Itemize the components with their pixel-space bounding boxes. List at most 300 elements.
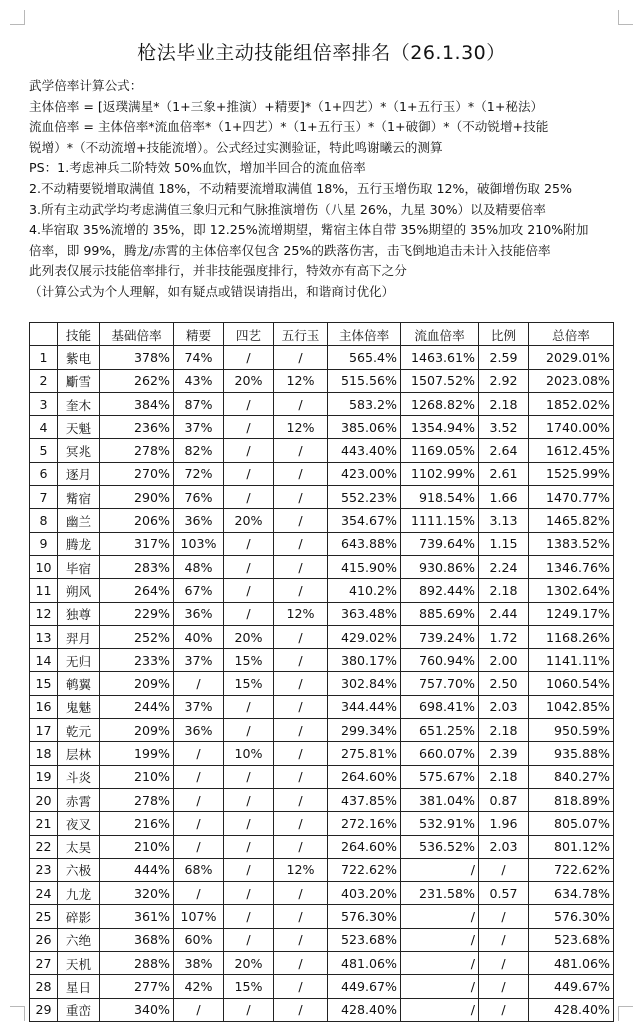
base-multiplier-cell: 384% [100,392,174,415]
ranking-table [29,322,614,1022]
main-multiplier-cell: 363.48% [328,602,401,625]
header-cell-ratio: 比例 [479,323,529,346]
five-element-jade-cell: 12% [274,858,328,881]
base-multiplier-cell: 199% [100,742,174,765]
main-multiplier-cell: 576.30% [328,905,401,928]
five-element-jade-cell: / [274,742,328,765]
five-element-jade-cell: / [274,975,328,998]
total-multiplier-cell: 1383.52% [529,532,614,555]
base-multiplier-cell: 252% [100,625,174,648]
main-multiplier-cell: 415.90% [328,555,401,578]
four-arts-cell: / [224,695,274,718]
total-multiplier-cell: 818.89% [529,788,614,811]
bleed-multiplier-cell: / [401,998,479,1021]
five-element-jade-cell: / [274,835,328,858]
base-multiplier-cell: 277% [100,975,174,998]
essence-cell: 107% [174,905,224,928]
table-row [30,975,614,998]
five-element-jade-cell: / [274,882,328,905]
total-multiplier-cell: 1346.76% [529,555,614,578]
skill-name-cell: 碎影 [58,905,100,928]
essence-cell: / [174,835,224,858]
note-line: 4.毕宿取 35%流增的 35%，即 12.25%流增期望，觜宿主体自带 35%期望的 35%加攻 210%附加 [29,222,589,238]
table-row [30,625,614,648]
base-multiplier-cell: 210% [100,765,174,788]
five-element-jade-cell: / [274,392,328,415]
total-multiplier-cell: 935.88% [529,742,614,765]
total-multiplier-cell: 801.12% [529,835,614,858]
main-multiplier-cell: 443.40% [328,439,401,462]
essence-cell: 68% [174,858,224,881]
skill-name-cell: 朔风 [58,579,100,602]
ratio-cell: 1.15 [479,532,529,555]
ratio-cell: 2.61 [479,462,529,485]
ratio-cell: / [479,998,529,1021]
base-multiplier-cell: 244% [100,695,174,718]
main-multiplier-cell: 354.67% [328,509,401,532]
total-multiplier-cell: 481.06% [529,952,614,975]
skill-name-cell: 鬼魅 [58,695,100,718]
four-arts-cell: / [224,765,274,788]
ratio-cell: / [479,928,529,951]
skill-name-cell: 觜宿 [58,486,100,509]
four-arts-cell: 10% [224,742,274,765]
note-line: 2.不动精要锐增取满值 18%，不动精要流增取满值 18%，五行玉增伤取 12%，破御增伤取 25% [29,180,572,196]
bleed-multiplier-cell: / [401,975,479,998]
ratio-cell: 2.18 [479,579,529,602]
rank-cell: 13 [30,625,58,648]
header-cell-five-element-jade: 五行玉 [274,323,328,346]
five-element-jade-cell: / [274,509,328,532]
essence-cell: 72% [174,462,224,485]
base-multiplier-cell: 368% [100,928,174,951]
skill-name-cell: 天机 [58,952,100,975]
table-row [30,649,614,672]
essence-cell: 42% [174,975,224,998]
main-multiplier-cell: 515.56% [328,369,401,392]
rank-cell: 15 [30,672,58,695]
ratio-cell: / [479,952,529,975]
bleed-multiplier-cell: 892.44% [401,579,479,602]
header-cell-main-multiplier: 主体倍率 [328,323,401,346]
table-row [30,765,614,788]
four-arts-cell: / [224,532,274,555]
table-header-row [30,323,614,346]
bleed-multiplier-cell: 698.41% [401,695,479,718]
five-element-jade-cell: 12% [274,602,328,625]
total-multiplier-cell: 523.68% [529,928,614,951]
ratio-cell: 0.57 [479,882,529,905]
formula-notes [29,76,619,303]
base-multiplier-cell: 288% [100,952,174,975]
four-arts-cell: 15% [224,649,274,672]
total-multiplier-cell: 1060.54% [529,672,614,695]
skill-name-cell: 紫电 [58,346,100,369]
main-multiplier-cell: 583.2% [328,392,401,415]
four-arts-cell: / [224,812,274,835]
essence-cell: 37% [174,416,224,439]
table-row [30,695,614,718]
base-multiplier-cell: 262% [100,369,174,392]
essence-cell: 74% [174,346,224,369]
base-multiplier-cell: 378% [100,346,174,369]
bleed-multiplier-cell: 1102.99% [401,462,479,485]
base-multiplier-cell: 210% [100,835,174,858]
total-multiplier-cell: 1612.45% [529,439,614,462]
skill-name-cell: 幽兰 [58,509,100,532]
rank-cell: 24 [30,882,58,905]
four-arts-cell: 20% [224,369,274,392]
essence-cell: / [174,672,224,695]
five-element-jade-cell: / [274,998,328,1021]
bleed-multiplier-cell: 930.86% [401,555,479,578]
header-cell-essence: 精要 [174,323,224,346]
total-multiplier-cell: 428.40% [529,998,614,1021]
essence-cell: 103% [174,532,224,555]
five-element-jade-cell: / [274,486,328,509]
rank-cell: 11 [30,579,58,602]
main-multiplier-cell: 523.68% [328,928,401,951]
bleed-multiplier-cell: 1268.82% [401,392,479,415]
rank-cell: 5 [30,439,58,462]
total-multiplier-cell: 1249.17% [529,602,614,625]
five-element-jade-cell: / [274,672,328,695]
main-multiplier-cell: 264.60% [328,765,401,788]
table-row [30,812,614,835]
base-multiplier-cell: 278% [100,439,174,462]
total-multiplier-cell: 950.59% [529,719,614,742]
main-multiplier-cell: 410.2% [328,579,401,602]
skill-name-cell: 赤霄 [58,788,100,811]
base-multiplier-cell: 290% [100,486,174,509]
rank-cell: 10 [30,555,58,578]
rank-cell: 18 [30,742,58,765]
table-row [30,719,614,742]
base-multiplier-cell: 320% [100,882,174,905]
essence-cell: 37% [174,695,224,718]
ratio-cell: 3.13 [479,509,529,532]
table-row [30,742,614,765]
header-cell-base-multiplier: 基础倍率 [100,323,174,346]
ratio-cell: 2.18 [479,765,529,788]
note-line: 3.所有主动武学均考虑满值三象归元和气脉推演增伤（八星 26%，九星 30%）以及精要倍率 [29,201,546,217]
base-multiplier-cell: 278% [100,788,174,811]
four-arts-cell: 20% [224,625,274,648]
rank-cell: 8 [30,509,58,532]
total-multiplier-cell: 449.67% [529,975,614,998]
ratio-cell: 2.64 [479,439,529,462]
rank-cell: 4 [30,416,58,439]
five-element-jade-cell: / [274,555,328,578]
table-row [30,532,614,555]
five-element-jade-cell: / [274,532,328,555]
skill-name-cell: 六极 [58,858,100,881]
essence-cell: 37% [174,649,224,672]
rank-cell: 21 [30,812,58,835]
note-line: 武学倍率计算公式： [29,78,143,93]
bleed-multiplier-cell: 575.67% [401,765,479,788]
rank-cell: 26 [30,928,58,951]
essence-cell: 40% [174,625,224,648]
rank-cell: 22 [30,835,58,858]
page-corner-mark [618,1006,633,1021]
skill-name-cell: 奎木 [58,392,100,415]
table-row [30,858,614,881]
five-element-jade-cell: 12% [274,416,328,439]
essence-cell: / [174,765,224,788]
total-multiplier-cell: 1470.77% [529,486,614,509]
rank-cell: 23 [30,858,58,881]
five-element-jade-cell: / [274,812,328,835]
total-multiplier-cell: 1465.82% [529,509,614,532]
four-arts-cell: 15% [224,975,274,998]
four-arts-cell: / [224,602,274,625]
table-row [30,486,614,509]
bleed-multiplier-cell: 1169.05% [401,439,479,462]
total-multiplier-cell: 1042.85% [529,695,614,718]
rank-cell: 3 [30,392,58,415]
rank-cell: 25 [30,905,58,928]
rank-cell: 29 [30,998,58,1021]
note-line: 主体倍率 = [返璞满星*（1+三象+推演）+精要]*（1+四艺）*（1+五行玉）*（1+秘法） [29,98,544,114]
main-multiplier-cell: 302.84% [328,672,401,695]
four-arts-cell: / [224,555,274,578]
page-corner-mark [10,1006,25,1021]
five-element-jade-cell: / [274,625,328,648]
table-row [30,555,614,578]
ratio-cell: / [479,975,529,998]
bleed-multiplier-cell: 1111.15% [401,509,479,532]
rank-cell: 14 [30,649,58,672]
note-line: 倍率，即 99%，腾龙/赤霄的主体倍率仅包含 25%的跌落伤害，击飞倒地追击未计入技能倍率 [29,242,551,258]
bleed-multiplier-cell: 651.25% [401,719,479,742]
total-multiplier-cell: 2023.08% [529,369,614,392]
skill-name-cell: 天魁 [58,416,100,439]
five-element-jade-cell: / [274,905,328,928]
four-arts-cell: / [224,719,274,742]
ratio-cell: 1.72 [479,625,529,648]
total-multiplier-cell: 2029.01% [529,346,614,369]
table-row [30,952,614,975]
rank-cell: 2 [30,369,58,392]
bleed-multiplier-cell: 739.64% [401,532,479,555]
rank-cell: 6 [30,462,58,485]
table-row [30,928,614,951]
essence-cell: 67% [174,579,224,602]
essence-cell: / [174,882,224,905]
ratio-cell: / [479,858,529,881]
bleed-multiplier-cell: 885.69% [401,602,479,625]
base-multiplier-cell: 444% [100,858,174,881]
skill-name-cell: 斸雪 [58,369,100,392]
main-multiplier-cell: 565.4% [328,346,401,369]
five-element-jade-cell: / [274,788,328,811]
essence-cell: 87% [174,392,224,415]
skill-name-cell: 羿月 [58,625,100,648]
base-multiplier-cell: 340% [100,998,174,1021]
total-multiplier-cell: 840.27% [529,765,614,788]
ratio-cell: 2.39 [479,742,529,765]
page-title: 枪法毕业主动技能组倍率排名（26.1.30） [137,42,506,64]
bleed-multiplier-cell: 532.91% [401,812,479,835]
ratio-cell: 2.44 [479,602,529,625]
essence-cell: 36% [174,719,224,742]
base-multiplier-cell: 264% [100,579,174,602]
four-arts-cell: / [224,835,274,858]
bleed-multiplier-cell: 739.24% [401,625,479,648]
table-row [30,392,614,415]
total-multiplier-cell: 805.07% [529,812,614,835]
essence-cell: 60% [174,928,224,951]
page-corner-mark [618,10,633,25]
base-multiplier-cell: 209% [100,672,174,695]
five-element-jade-cell: 12% [274,369,328,392]
table-row [30,439,614,462]
table-row [30,905,614,928]
skill-name-cell: 乾元 [58,719,100,742]
bleed-multiplier-cell: 1507.52% [401,369,479,392]
table-row [30,416,614,439]
skill-name-cell: 逐月 [58,462,100,485]
main-multiplier-cell: 552.23% [328,486,401,509]
table-row [30,346,614,369]
essence-cell: 43% [174,369,224,392]
skill-name-cell: 星日 [58,975,100,998]
essence-cell: 36% [174,602,224,625]
four-arts-cell: / [224,928,274,951]
header-cell-total-multiplier: 总倍率 [529,323,614,346]
table-row [30,579,614,602]
main-multiplier-cell: 272.16% [328,812,401,835]
note-line: 此列表仅展示技能倍率排行，并非技能强度排行，特效亦有高下之分 [29,263,407,279]
table-row [30,882,614,905]
table-body [30,346,614,1022]
main-multiplier-cell: 423.00% [328,462,401,485]
ratio-cell: 2.03 [479,835,529,858]
four-arts-cell: / [224,486,274,509]
base-multiplier-cell: 236% [100,416,174,439]
five-element-jade-cell: / [274,952,328,975]
four-arts-cell: / [224,392,274,415]
four-arts-cell: / [224,579,274,602]
main-multiplier-cell: 344.44% [328,695,401,718]
essence-cell: / [174,742,224,765]
main-multiplier-cell: 449.67% [328,975,401,998]
total-multiplier-cell: 634.78% [529,882,614,905]
four-arts-cell: / [224,416,274,439]
ratio-cell: 0.87 [479,788,529,811]
base-multiplier-cell: 206% [100,509,174,532]
ratio-cell: 2.18 [479,719,529,742]
essence-cell: 38% [174,952,224,975]
header-cell-four-arts: 四艺 [224,323,274,346]
skill-name-cell: 鹌翼 [58,672,100,695]
note-line: 流血倍率 = 主体倍率*流血倍率*（1+四艺）*（1+五行玉）*（1+破御）*（不动锐增+技能 [29,119,549,135]
skill-name-cell: 九龙 [58,882,100,905]
essence-cell: 82% [174,439,224,462]
rank-cell: 12 [30,602,58,625]
ratio-cell: / [479,905,529,928]
total-multiplier-cell: 1525.99% [529,462,614,485]
main-multiplier-cell: 385.06% [328,416,401,439]
five-element-jade-cell: / [274,928,328,951]
bleed-multiplier-cell: 1463.61% [401,346,479,369]
essence-cell: 36% [174,509,224,532]
base-multiplier-cell: 270% [100,462,174,485]
base-multiplier-cell: 233% [100,649,174,672]
page-corner-mark [10,10,25,25]
five-element-jade-cell: / [274,346,328,369]
table-row [30,462,614,485]
four-arts-cell: / [224,439,274,462]
total-multiplier-cell: 1852.02% [529,392,614,415]
rank-cell: 7 [30,486,58,509]
skill-name-cell: 夜叉 [58,812,100,835]
five-element-jade-cell: / [274,649,328,672]
ratio-cell: 1.66 [479,486,529,509]
four-arts-cell: / [224,998,274,1021]
total-multiplier-cell: 1168.26% [529,625,614,648]
essence-cell: / [174,788,224,811]
skill-name-cell: 六绝 [58,928,100,951]
header-cell-skill: 技能 [58,323,100,346]
skill-name-cell: 冥兆 [58,439,100,462]
base-multiplier-cell: 283% [100,555,174,578]
table-row [30,788,614,811]
ratio-cell: 1.96 [479,812,529,835]
note-line: （计算公式为个人理解，如有疑点或错误请指出，和谐商讨优化） [29,283,395,299]
main-multiplier-cell: 481.06% [328,952,401,975]
four-arts-cell: / [224,462,274,485]
table-row [30,369,614,392]
bleed-multiplier-cell: / [401,905,479,928]
bleed-multiplier-cell: 1354.94% [401,416,479,439]
five-element-jade-cell: / [274,765,328,788]
ratio-cell: 2.18 [479,392,529,415]
bleed-multiplier-cell: / [401,952,479,975]
bleed-multiplier-cell: 760.94% [401,649,479,672]
four-arts-cell: / [224,858,274,881]
main-multiplier-cell: 403.20% [328,882,401,905]
main-multiplier-cell: 380.17% [328,649,401,672]
base-multiplier-cell: 216% [100,812,174,835]
four-arts-cell: 20% [224,509,274,532]
essence-cell: 76% [174,486,224,509]
four-arts-cell: 20% [224,952,274,975]
four-arts-cell: / [224,346,274,369]
ratio-cell: 2.00 [479,649,529,672]
essence-cell: 48% [174,555,224,578]
ratio-cell: 2.24 [479,555,529,578]
four-arts-cell: / [224,882,274,905]
four-arts-cell: / [224,788,274,811]
ratio-cell: 2.50 [479,672,529,695]
main-multiplier-cell: 299.34% [328,719,401,742]
skill-name-cell: 重峦 [58,998,100,1021]
essence-cell: / [174,812,224,835]
rank-cell: 16 [30,695,58,718]
bleed-multiplier-cell: 757.70% [401,672,479,695]
skill-name-cell: 层林 [58,742,100,765]
total-multiplier-cell: 722.62% [529,858,614,881]
main-multiplier-cell: 275.81% [328,742,401,765]
total-multiplier-cell: 1302.64% [529,579,614,602]
ratio-cell: 2.03 [479,695,529,718]
skill-name-cell: 毕宿 [58,555,100,578]
total-multiplier-cell: 576.30% [529,905,614,928]
bleed-multiplier-cell: 536.52% [401,835,479,858]
five-element-jade-cell: / [274,579,328,602]
